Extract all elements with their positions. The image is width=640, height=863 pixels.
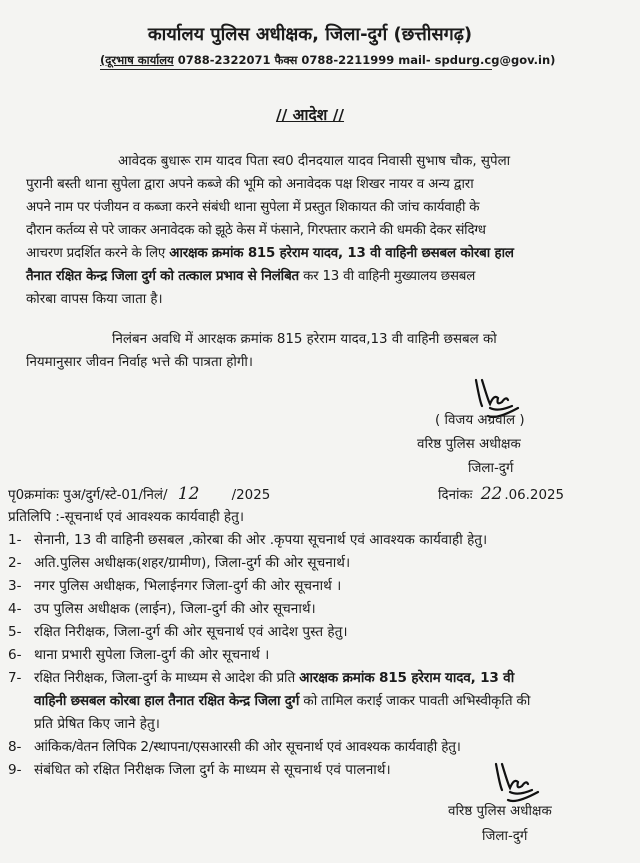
fax-label: फैक्स (274, 53, 298, 67)
suspended-constable-bold: आरक्षक क्रमांक 815 हरेराम यादव, 13 वी वाहिनी छसबल कोरबा हाल (169, 246, 514, 261)
phone-number: 0788-2322071 (177, 53, 271, 67)
copy-heading: प्रतिलिपि :-सूचनार्थ एवं आवश्यक कार्यवाही हेतु। (8, 509, 245, 525)
body-line: अपने नाम पर पंजीयन व कब्जा करने संबंधी थाना सुपेला में प्रस्तुत शिकायत की जांच कार्यवाही के (26, 200, 480, 215)
list-item: 4- उप पुलिस अधीक्षक (लाईन), जिला-दुर्ग की ओर सूचनार्थ। (8, 601, 316, 617)
signatory-designation: वरिष्ठ पुलिस अधीक्षक (417, 437, 521, 452)
reference-number: पृ0क्रमांकः पुअ/दुर्ग/स्टे-01/निलं/ 12 /2025 (8, 484, 271, 504)
office-title: कार्यालय पुलिस अधीक्षक, जिला-दुर्ग (छत्तीसगढ़) (147, 24, 473, 45)
body-line: पुरानी बस्ती थाना सुपेला द्वारा अपने कब्जे की भूमि को अनावेदक पक्ष शिखर नायर व अन्य द्वारा (26, 177, 474, 192)
office-contact-line (100, 53, 555, 68)
list-item: 7- रक्षित निरीक्षक, जिला-दुर्ग के माध्यम से आदेश की प्रति आरक्षक क्रमांक 815 हरेराम यादव, 13 वी (8, 670, 515, 686)
handwritten-number: 12 (177, 484, 200, 504)
mail-address: spdurg.cg@gov.in) (434, 53, 556, 67)
body-line: निलंबन अवधि में आरक्षक क्रमांक 815 हरेराम यादव,13 वी वाहिनी छसबल को (112, 332, 497, 347)
body-line: तैनात रक्षित केन्द्र जिला दुर्ग को तत्काल प्रभाव से निलंबित कर 13 वी वाहिनी मुख्यालय छसबल (26, 269, 476, 284)
body-line: नियमानुसार जीवन निर्वाह भत्ते की पात्रता होगी। (26, 355, 253, 370)
list-item-continuation: प्रति प्रेषित किए जाने हेतु। (34, 716, 160, 732)
list-item-continuation: वाहिनी छसबल कोरबा हाल तैनात रक्षित केन्द्र जिला दुर्ग को तामिल कराई जाकर पावती अभिस्वीकृति की (34, 693, 531, 709)
body-line: आचरण प्रदर्शित करने के लिए आरक्षक क्रमांक 815 हरेराम यादव, 13 वी वाहिनी छसबल कोरबा हाल (26, 246, 514, 261)
list-item: 3- नगर पुलिस अधीक्षक, भिलाईनगर जिला-दुर्ग की ओर सूचनार्थ । (8, 578, 342, 594)
phone-label: (दूरभाष कार्यालय (100, 53, 174, 67)
signatory-district: जिला-दुर्ग (482, 829, 528, 844)
body-line: आवेदक बुधारू राम यादव पिता स्व0 दीनदयाल यादव निवासी सुभाष चौक, सुपेला (118, 154, 511, 169)
header-divider (100, 69, 492, 70)
suspension-bold: तैनात रक्षित केन्द्र जिला दुर्ग को तत्काल प्रभाव से निलंबित (26, 269, 299, 284)
body-line: दौरान कर्तव्य से परे जाकर अनावेदक को झूठे केस में फंसाने, गिरफ्तार कराने की धमकी देकर संदिग्ध (26, 223, 486, 238)
body-line: कोरबा वापस किया जाता है। (26, 292, 163, 307)
signatory-district: जिला-दुर्ग (468, 461, 514, 476)
list-item: 5- रक्षित निरीक्षक, जिला-दुर्ग की ओर सूचनार्थ एवं आदेश पुस्त हेतु। (8, 624, 348, 640)
handwritten-date: 22 (480, 484, 503, 504)
order-title: // आदेश // (275, 106, 345, 124)
list-item: 6- थाना प्रभारी सुपेला जिला-दुर्ग की ओर सूचनार्थ । (8, 647, 270, 663)
signatory-name: ( विजय अग्रवाल ) (435, 413, 525, 428)
signatory-designation: वरिष्ठ पुलिस अधीक्षक (448, 804, 552, 819)
list-item: 2- अति.पुलिस अधीक्षक(शहर/ग्रामीण), जिला-दुर्ग की ओर सूचनार्थ। (8, 555, 351, 571)
list-item: 9- संबंधित को रक्षित निरीक्षक जिला दुर्ग के माध्यम से सूचनार्थ एवं पालनार्थ। (8, 762, 391, 778)
list-item: 8- आंकिक/वेतन लिपिक 2/स्थापना/एसआरसी की ओर सूचनार्थ एवं आवश्यक कार्यवाही हेतु। (8, 739, 461, 755)
fax-number: 0788-2211999 (301, 53, 395, 67)
mail-label: mail- (398, 53, 431, 67)
list-item: 1- सेनानी, 13 वी वाहिनी छसबल ,कोरबा की ओर .कृपया सूचनार्थ एवं आवश्यक कार्यवाही हेतु। (8, 532, 488, 548)
reference-date: दिनांकः 22 .06.2025 (438, 484, 565, 504)
